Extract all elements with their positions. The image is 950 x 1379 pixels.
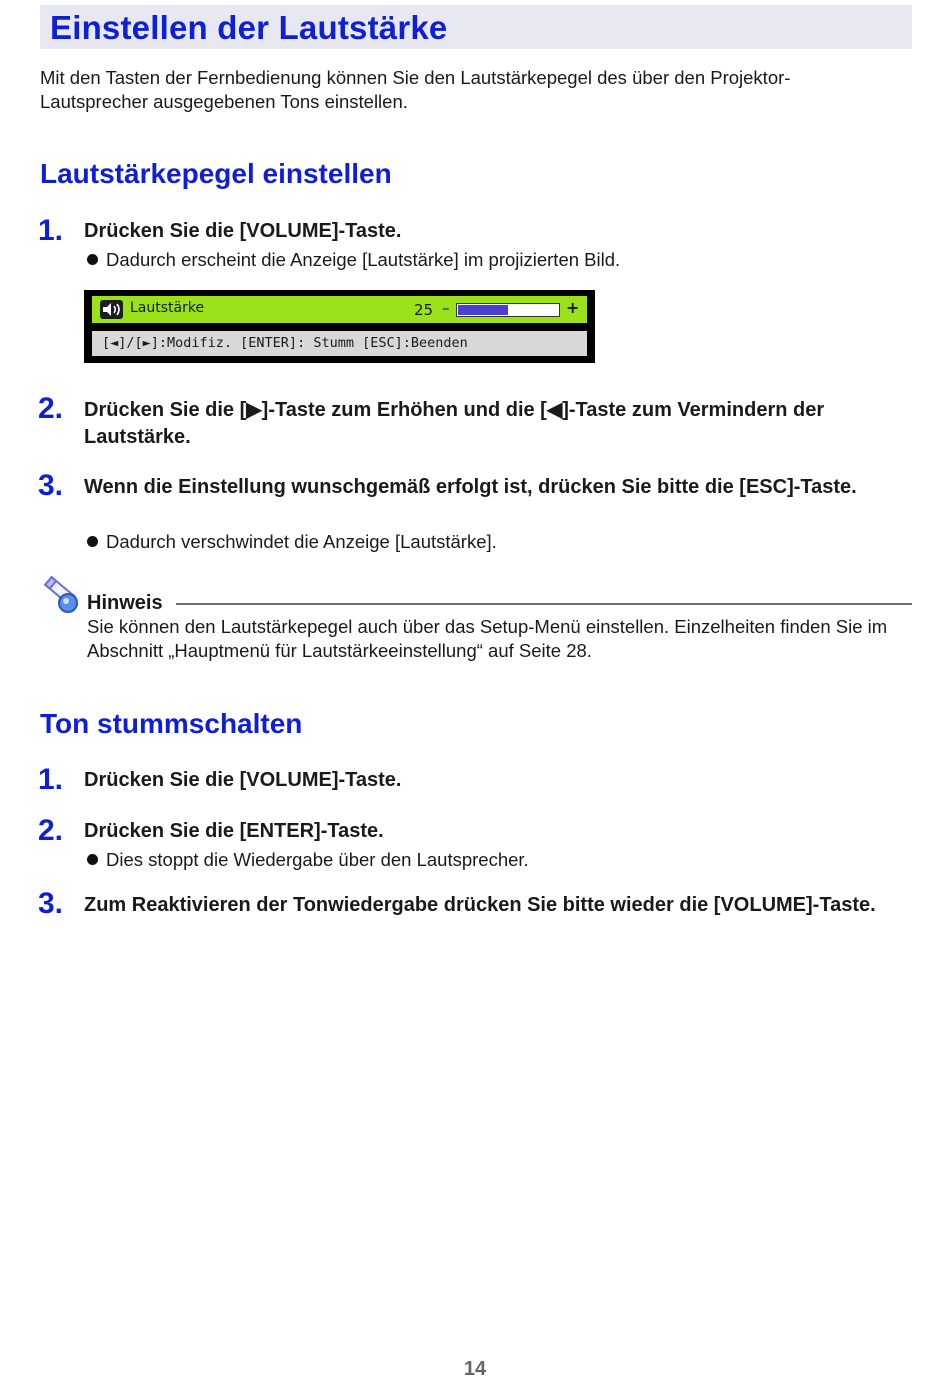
speaker-icon	[100, 300, 123, 319]
step-text: Drücken Sie die [ENTER]-Taste.	[84, 820, 384, 842]
note-title: Hinweis	[87, 592, 163, 614]
osd-label: Lautstärke	[130, 300, 205, 316]
bullet-item	[87, 530, 497, 554]
bullet-item	[87, 848, 529, 872]
step-number: 2.	[38, 814, 64, 847]
bullet-text: Dies stoppt die Wiedergabe über den Lautsprecher.	[106, 849, 529, 870]
bullet-item	[87, 248, 620, 272]
title-bar	[40, 5, 912, 49]
osd-help-bar	[92, 331, 587, 356]
note-divider	[176, 603, 912, 605]
bullet-dot-icon	[87, 254, 98, 265]
page-title: Einstellen der Lautstärke	[50, 9, 448, 46]
step-text: Drücken Sie die [VOLUME]-Taste.	[84, 220, 402, 242]
step-number: 1.	[38, 214, 64, 247]
page-number: 14	[463, 1358, 487, 1379]
volume-value: 25	[414, 301, 434, 319]
step-number: 2.	[38, 392, 64, 425]
step-text: Zum Reaktivieren der Tonwiedergabe drücken Sie bitte wieder die [VOLUME]-Taste.	[84, 894, 876, 916]
volume-slider[interactable]	[456, 303, 560, 317]
note-text: Sie können den Lautstärkepegel auch über das Setup-Menü einstellen. Einzelheiten finden Sie im Abschnitt „Hauptmenü für Lautstärkeeinstellung“ auf Seite 28.	[87, 616, 888, 661]
bullet-dot-icon	[87, 854, 98, 865]
step-number: 3.	[38, 469, 64, 502]
osd-header	[92, 296, 587, 323]
step-text: Wenn die Einstellung wunschgemäß erfolgt ist, drücken Sie bitte die [ESC]-Taste.	[84, 476, 857, 498]
step-text: Drücken Sie die [▶]-Taste zum Erhöhen und die [◀]-Taste zum Vermindern der Lautstärke.	[84, 399, 825, 448]
step-number: 1.	[38, 763, 64, 796]
intro-paragraph: Mit den Tasten der Fernbedienung können Sie den Lautstärkepegel des über den Projektor-Lautsprecher ausgegebenen Tons einstellen.	[40, 67, 791, 112]
bullet-text: Dadurch verschwindet die Anzeige [Lautstärke].	[106, 531, 497, 552]
volume-osd-panel	[84, 290, 595, 363]
bullet-dot-icon	[87, 536, 98, 547]
section-heading-mute: Ton stummschalten	[40, 708, 303, 739]
step-text: Drücken Sie die [VOLUME]-Taste.	[84, 769, 402, 791]
bullet-text: Dadurch erscheint die Anzeige [Lautstärke] im projizierten Bild.	[106, 249, 621, 270]
note-pencil-icon	[40, 574, 82, 614]
osd-help-text: [◄]/[►]:Modifiz. [ENTER]: Stumm [ESC]:Beenden	[102, 335, 468, 351]
section-heading-volume: Lautstärkepegel einstellen	[40, 158, 392, 189]
plus-icon: +	[566, 298, 580, 317]
minus-icon: –	[442, 299, 450, 317]
volume-slider-fill	[458, 305, 508, 315]
step-number: 3.	[38, 887, 64, 920]
